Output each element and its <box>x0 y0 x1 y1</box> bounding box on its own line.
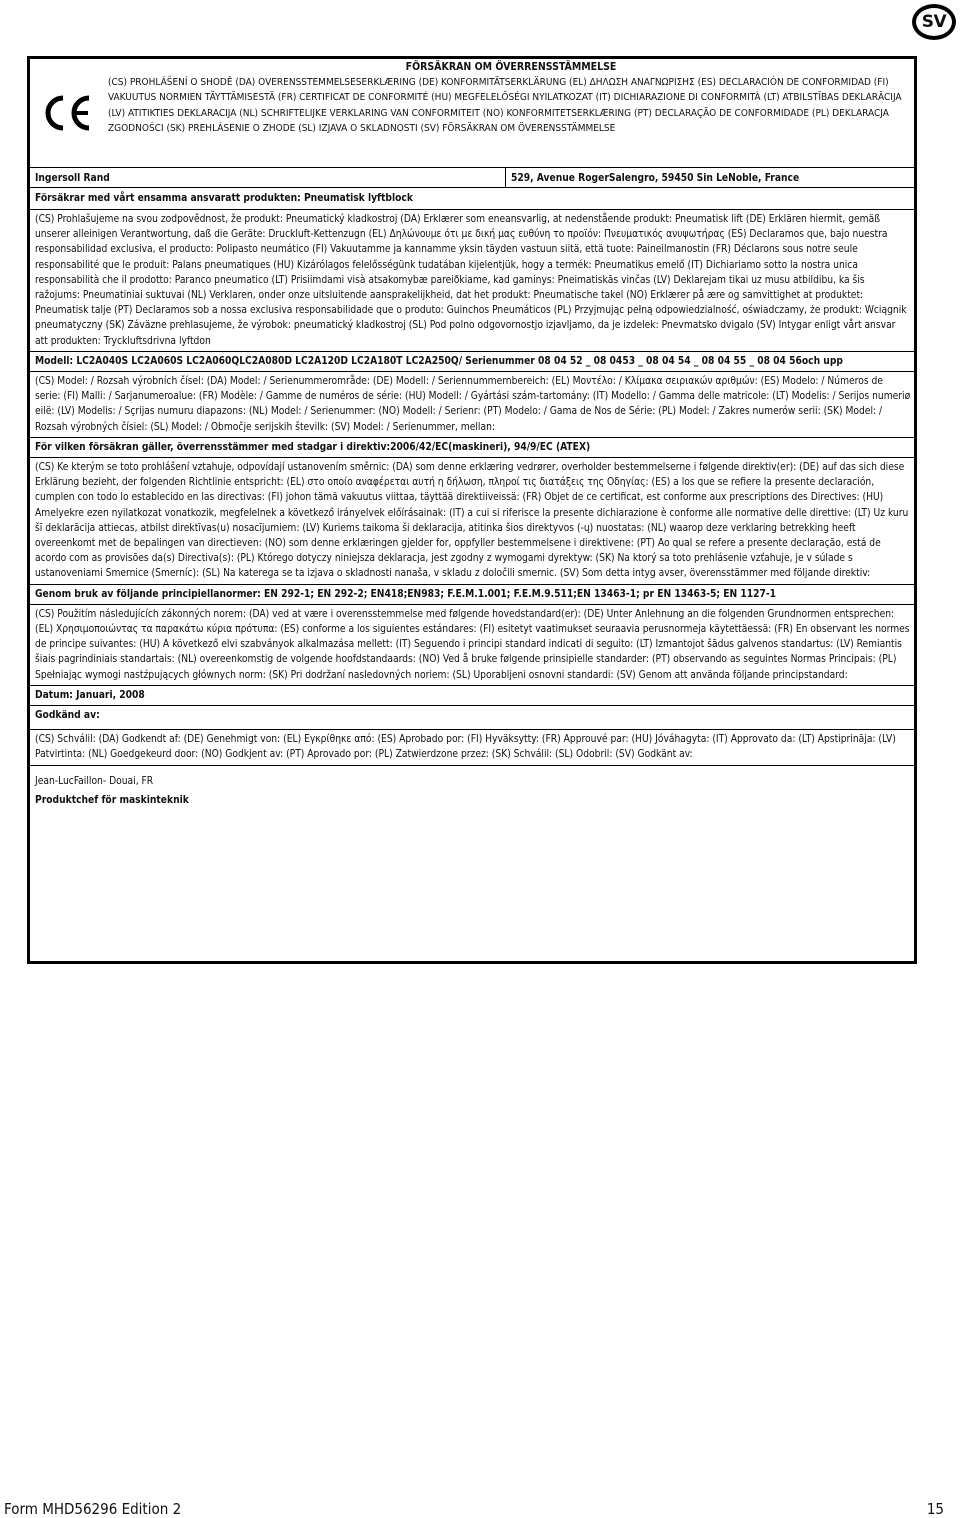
page-number: 15 <box>926 1500 944 1518</box>
signature-block <box>30 766 914 808</box>
declaration-document <box>27 56 917 964</box>
company-name: Ingersoll Rand <box>30 168 506 187</box>
language-badge-label: SV <box>916 8 952 36</box>
form-number: Form MHD56296 Edition 2 <box>4 1500 182 1518</box>
standard-translations: (CS) Použitím následujících zákonných norem: (DA) ved at være i overensstemmelse med følgende hovedstandard(er): (DE) Unter Anlehnung an die folgenden Grundnormen entsprechen: (EL) Χρησιμοποιώντας τα παρακάτω κύρια πρότυπα: (ES) conforme a los siguientes estándares: (FI) esitetyt vaatimukset seuraavia perusnormeja käytettäessä: (FR) En observant les normes de principe suivantes: (HU) A következő elvi szabványok alkalmazása mellett: (IT) Seguendo i principi standard indicati di seguito: (LT) Izmantojot šādus galvenos standartus: (LV) Remiantis šiais pagrindiniais standartais: (NL) overeenkomstig de volgende hoofdstandaards: (NO) Ved å bruke følgende prinsipielle standarder: (PT) observando as seguintes Normas Principais: (PL) Spełniając wymogi nastźpujących głównych norm: (SK) Pri dodržaní nasledovných noriem: (SL) Uporabljeni osnovni standardi: (SV) Genom att använda följande principstandard: <box>30 605 914 686</box>
declaration-title-translations: (CS) PROHLÁŠENÍ O SHODĚ (DA) OVERENSSTEMMELSESERKLÆRING (DE) KONFORMITÄTSERKLÄRUNG (EL) ΔΗΛΩΣΗ ΑΝΑΓΝΩΡΙΣΗΣ (ES) DECLARACIÓN DE CONFORMIDAD (FI) VAKUUTUS NORMIEN TÄYTTÄMISESTÄ (FR) CERTIFICAT DE CONFORMITÉ (HU) MEGFELELŐSÉGI NYILATKOZAT (IT) DICHIARAZIONE DI CONFORMITÀ (LT) ATBILSTĪBAS DEKLARĀCIJA (LV) ATITIKTIES DEKLARACIJA (NL) SCHRIFTELIJKE VERKLARING VAN CONFORMITEIT (NO) KONFORMITETSERKLÆRING (PT) DECLARAÇÃO DE CONFORMIDADE (PL) DEKLARACJA ZGODNOŚCI (SK) PREHLÁSENIE O ZHODE (SL) IZJAVA O SKLADNOSTI (SV) FÖRSÄKRAN OM ÖVERENSSTÄMMELSE <box>108 77 902 134</box>
signatory-title: Produktchef för maskinteknik <box>35 794 189 806</box>
date-field: Datum: Januari, 2008 <box>30 686 914 706</box>
directive-statement: För vilken försäkran gäller, överrensstämmer med stadgar i direktiv:2006/42/EC(maskineri), 94/9/EC (ATEX) <box>30 438 914 458</box>
model-translations: (CS) Model: / Rozsah výrobních čísel: (DA) Model: / Serienummerområde: (DE) Modell: / Seriennummernbereich: (EL) Μοντέλο: / Κλίμακα σειριακών αριθμών: (ES) Modelo: / Números de serie: (FI) Malli: / Sarjanumeroalue: (FR) Modèle: / Gamme de numéros de série: (HU) Modell: / Gyártási szám-tartomány: (IT) Modello: / Gamma delle matricole: (LT) Modelis: / Serijos numeriø eilë: (LV) Modelis: / Sçrijas numuru diapazons: (NL) Model: / Serienummer: (NO) Modell: / Serienr: (PT) Modelo: / Gama de Nos de Série: (PL) Model: / Zakres numerów serii: (SK) Model: / Rozsah výrobných čísiel: (SL) Model: / Območje serijskih številk: (SV) Model: / Serienummer, mellan: <box>30 372 914 438</box>
company-row <box>30 168 914 188</box>
declaration-header <box>30 59 914 168</box>
directive-translations: (CS) Ke kterým se toto prohlášení vztahuje, odpovídají ustanovením směrnic: (DA) som denne erklæring vedrører, overholder bestemmelserne i følgende direktiv(er): (DE) auf das sich diese Erklärung bezieht, der folgenden Richtlinie entspricht: (EL) στο οποίο αναφέρεται αυτή η δήλωση, πληροί τις διατάξεις της Οδηγίας: (ES) a los que se refiere la presente declaración, cumplen con todo lo establecido en las directivas: (FI) johon tämä vakuutus viittaa, täyttää direktiiveissä: (FR) Objet de ce certificat, est conforme aux prescriptions des Directives: (HU) Amelyekre ezen nyilatkozat vonatkozik, megfelelnek a következő irányelvek előírásainak: (IT) a cui si riferisce la presente dichiarazione è conforme alle normative delle direttive: (LT) Uz kuru šī deklarācija attiecas, atbilst direktīvas(u) nosacījumiem: (LV) Kuriems taikoma ši deklaracija, atitinka šios direktyvos (-ų) nuostatas: (NL) waarop deze verklaring betrekking heeft overeenkomt met de bepalingen van directieven: (NO) som denne erklæringen gjelder for, oppfyller bestemmelsene i direktivene: (PT) Ao qual se refere a presente declaração, está de acordo com as provisões da(s) Directiva(s): (PL) Którego dotyczy niniejsza deklaracja, jest zgodny z wymogami dyrektyw: (SK) Na ktorý sa toto prehlásenie vzťahuje, je v súlade s ustanoveniami Smernice (Smerníc): (SL) Na katerega se ta izjava o skladnosti nanaša, v skladu z določili smernic. (SV) Som detta intyg avser, överensstämmer med följande direktiv: <box>30 458 914 585</box>
declaration-title: FÖRSÄKRAN OM ÖVERRENSSTÄMMELSE <box>405 61 617 73</box>
product-translations: (CS) Prohlašujeme na svou zodpovědnost, že produkt: Pneumatický kladkostroj (DA) Erklærer som eneansvarlig, at nedenstående produkt: Pneumatisk lift (DE) Erklären hiermit, gemäß unserer alleinigen Verantwortung, daß die Geräte: Druckluft-Kettenzugn (EL) Δηλώνουμε ότι με δική μας ευθύνη το προϊόν: Πνευματικός ανυψωτήρας (ES) Declaramos que, bajo nuestra responsabilidad exclusiva, el producto: Polipasto neumático (FI) Vakuutamme ja kannamme yksin täyden vastuun siitä, että tuote: Paineilmanostin (FR) Déclarons sous notre seule responsabilité que le produit: Palans pneumatiques (HU) Kizárólagos felelősségünk tudatában kijelentjük, hogy a termék: Pneumatikus emelő (IT) Dichiariamo sotto la nostra unica responsabilità che il prodotto: Paranco pneumatico (LT) Prisiimdami visà atsakomybæ pareiðkiame, kad gaminys: Pneimatiskās vinčas (LV) Deklarejam tikai uz musu atbildibu, ka šis ražojums: Pneumatiniai suktuvai (NL) Verklaren, onder onze uitsluitende aansprakelijkheid, dat het produkt: Pneumatische takel (NO) Erklærer på ære og samvittighet at produktet: Pneumatisk talje (PT) Declaramos sob a nossa exclusiva responsabilidade que o produto: Guinchos Pneumáticos (PL) Przyjmując pełną odpowiedzialność, oświadczamy, że produkt: Wciągnik pneumatyczny (SK) Záväzne prehlasujeme, že výrobok: pneumatický kladkostroj (SL) Pod polno odgovornostjo izjavljamo, da je izdelek: Pnevmatsko dvigalo (SV) Intygar enligt vårt ansvar att produkten: Tryckluftsdrivna lyftdon <box>30 210 914 352</box>
approval-translations: (CS) Schválil: (DA) Godkendt af: (DE) Genehmigt von: (EL) Εγκρίθηκε από: (ES) Aprobado por: (FI) Hyväksytty: (FR) Approuvé par: (HU) Jóváhagyta: (IT) Approvato da: (LT) Apstiprināja: (LV) Patvirtinta: (NL) Goedgekeurd door: (NO) Godkjent av: (PT) Aprovado por: (PL) Zatwierdzone przez: (SK) Schválil: (SL) Odobril: (SV) Godkänt av: <box>30 730 914 765</box>
standards-statement: Genom bruk av följande principiellanormer: EN 292-1; EN 292-2; EN418;EN983; F.E.M.1.001; F.E.M.9.511;EN 13463-1; pr EN 13463-5; EN 1127-1 <box>30 585 914 605</box>
language-badge <box>912 4 956 40</box>
signatory-name: Jean-LucFaillon- Douai, FR <box>35 775 154 787</box>
ce-mark-icon <box>30 59 108 167</box>
model-list: Modell: LC2A040S LC2A060S LC2A060QLC2A080D LC2A120D LC2A180T LC2A250Q/ Serienummer 08 04 52 _ 08 0453 _ 08 04 54 _ 08 04 55 _ 08 04 56och upp <box>30 352 914 372</box>
company-address: 529, Avenue RogerSalengro, 59450 Sin LeNoble, France <box>511 173 800 184</box>
product-statement: Försäkrar med vårt ensamma ansvaratt produkten: Pneumatisk lyftblock <box>30 188 914 210</box>
approved-by-label: Godkänd av: <box>30 706 914 730</box>
